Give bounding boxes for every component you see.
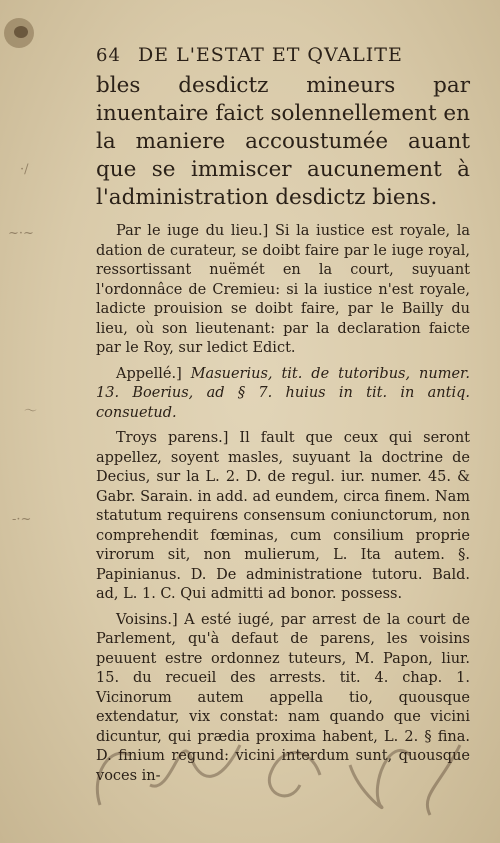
margin-mark: 〜: [24, 404, 38, 419]
paragraph-text: Masuerius, tit. de tutoribus, numer. 13. Boerius, ad § 7. huius in tit. in antiq. consuetud.: [96, 365, 470, 421]
paragraph-troys-parens: [96, 429, 470, 605]
margin-mark: ·/: [20, 162, 29, 177]
paragraph-appelle: [96, 365, 470, 424]
page-number: 64: [96, 45, 121, 66]
body-text: [96, 72, 470, 792]
ink-stain: [14, 26, 28, 38]
paragraph-lead: Troys parens.]: [116, 430, 229, 446]
running-header: [96, 44, 476, 66]
show-through-script: [70, 725, 470, 820]
paragraph-text: bles desdictz mineurs par inuentaire faict solennellement en la maniere accoustumée auant que se immiscer aucunement à l'administration desdictz biens.: [96, 73, 470, 210]
running-title: DE L'ESTAT ET QVALITE: [137, 44, 403, 66]
margin-mark: -·~: [12, 512, 32, 527]
paragraph-text: Si la iustice est royale, la dation de curateur, se doibt faire par le iuge royal, ressortissant nuëmét en la court, suyuant l'ordonnâce de Cremieu: si la iustice n'est royale, ladicte prouision se doibt faire, par le Bailly du lieu, où son lieutenant: par la declaration faicte par le Roy, sur ledict Edict.: [96, 223, 470, 356]
margin-mark: ~·~: [8, 226, 34, 241]
paragraph-lead: Voisins.]: [116, 611, 178, 628]
paragraph-lead: Appellé.]: [116, 365, 182, 382]
paragraph-lead: Par le iuge du lieu.]: [116, 223, 269, 239]
bleed-strokes: [70, 725, 470, 820]
paragraph-continuation: [96, 72, 470, 212]
paragraph-text: Il fault que ceux qui seront appellez, soyent masles, suyuant la doctrine de Decius, sur la L. 2. D. de regul. iur. numer. 45. & Gabr. Sarain. in add. ad eundem, circa finem. Nam statutum requirens consensum coniunctorum, non comprehendit fœminas, cum consilium proprie virorum sit, non mulierum, L. Ita autem. §. Papinianus. D. De administratione tutoru. Bald. ad, L. 1. C. Qui admitti ad bonor. possess.: [96, 430, 470, 602]
paragraph-text: A esté iugé, par arrest de la court de Parlement, qu'à defaut de parens, les voisins peuuent estre ordonnez tuteurs, M. Papon, liur. 15. du recueil des arrests. tit. 4. chap. 1. Vicinorum autem appella tio, quousque extendatur, vix constat: nam quando que vicini dicuntur, qui prædia proxima habent, L. 2. § fina. D. finium regund: vicini interdum sunt, quousque voces in-: [96, 611, 470, 784]
paragraph-iuge: [96, 222, 470, 359]
